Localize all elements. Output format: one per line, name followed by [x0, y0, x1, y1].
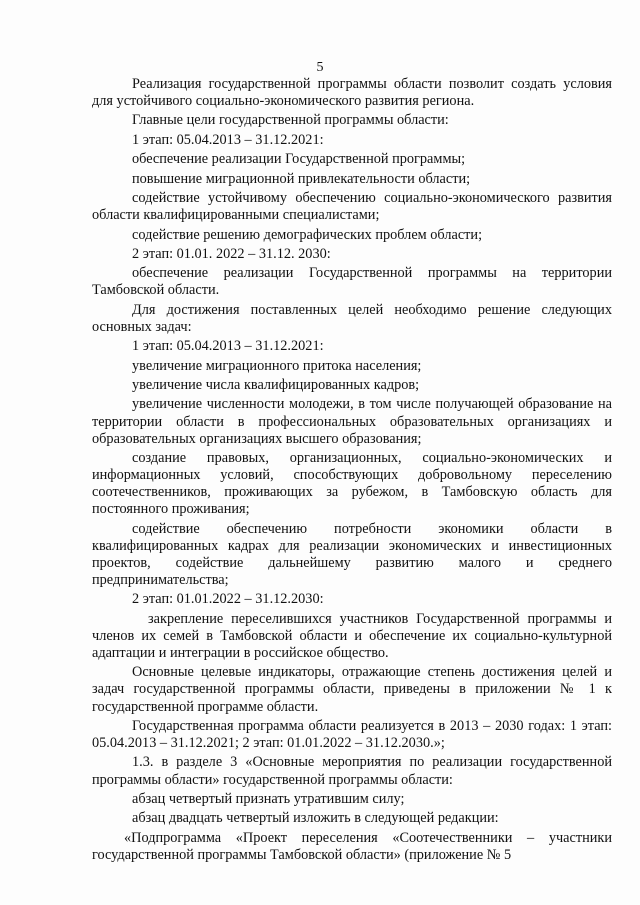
stage-heading: 2 этап: 01.01.2022 – 31.12.2030:	[132, 591, 324, 608]
paragraph: Государственная программа области реализуется в 2013 – 2030 годах: 1 этап: 05.04.2013 – 31.12.2021; 2 этап: 01.01.2022 – 31.12.2030.»;	[92, 717, 612, 752]
stage-heading: 2 этап: 01.01. 2022 – 31.12. 2030:	[132, 245, 331, 262]
list-item: обеспечение реализации Государственной программы на территории Тамбовской области.	[92, 265, 612, 299]
paragraph: 1.3. в разделе 3 «Основные мероприятия по реализации государственной программы области» государственной программы области:	[92, 754, 612, 788]
paragraph: абзац четвертый признать утратившим силу;	[132, 790, 405, 807]
list-item: повышение миграционной привлекательности области;	[132, 170, 471, 187]
list-item: содействие решению демографических проблем области;	[132, 226, 483, 243]
stage-heading: 1 этап: 05.04.2013 – 31.12.2021:	[132, 131, 324, 148]
paragraph: Для достижения поставленных целей необходимо решение следующих основных задач:	[92, 301, 612, 335]
list-item: закрепление переселившихся участников Государственной программы и членов их семей в Тамбовской области и обеспечение их социально-культурной адаптации и интеграции в российское общество.	[92, 610, 612, 661]
paragraph: абзац двадцать четвертый изложить в следующей редакции:	[132, 810, 499, 827]
stage-heading: 1 этап: 05.04.2013 – 31.12.2021:	[132, 338, 324, 355]
list-item: увеличение числа квалифицированных кадров;	[132, 377, 420, 394]
paragraph: Основные целевые индикаторы, отражающие степень достижения целей и задач государственной программы области, приведены в приложении № 1 к государственной программе области.	[92, 664, 612, 715]
list-item: содействие обеспечению потребности экономики области в квалифицированных кадрах для реализации экономических и инвестиционных проектов, содействие дальнейшему развитию малого и среднего предпринимательства;	[92, 520, 612, 588]
document-body	[92, 76, 612, 866]
paragraph: Главные цели государственной программы области:	[132, 112, 449, 129]
list-item: создание правовых, организационных, социально-экономических и информационных условий, способствующих добровольному переселению соотечественников, проживающих за рубежом, в Тамбовскую область для постоянного проживания;	[92, 450, 612, 518]
list-item: содействие устойчивому обеспечению социально-экономического развития области квалифицированными специалистами;	[92, 190, 612, 224]
paragraph: Реализация государственной программы области позволит создать условия для устойчивого социально-экономического развития региона.	[92, 76, 612, 110]
paragraph: «Подпрограмма «Проект переселения «Соотечественники – участники государственной программы Тамбовской области» (приложение № 5	[92, 829, 612, 863]
page-number: 5	[316, 60, 324, 75]
list-item: увеличение миграционного притока населения;	[132, 357, 422, 374]
list-item: увеличение численности молодежи, в том числе получающей образование на территории области в профессиональных образовательных организациях и образовательных организациях высшего образования;	[92, 396, 612, 447]
list-item: обеспечение реализации Государственной программы;	[132, 151, 466, 168]
